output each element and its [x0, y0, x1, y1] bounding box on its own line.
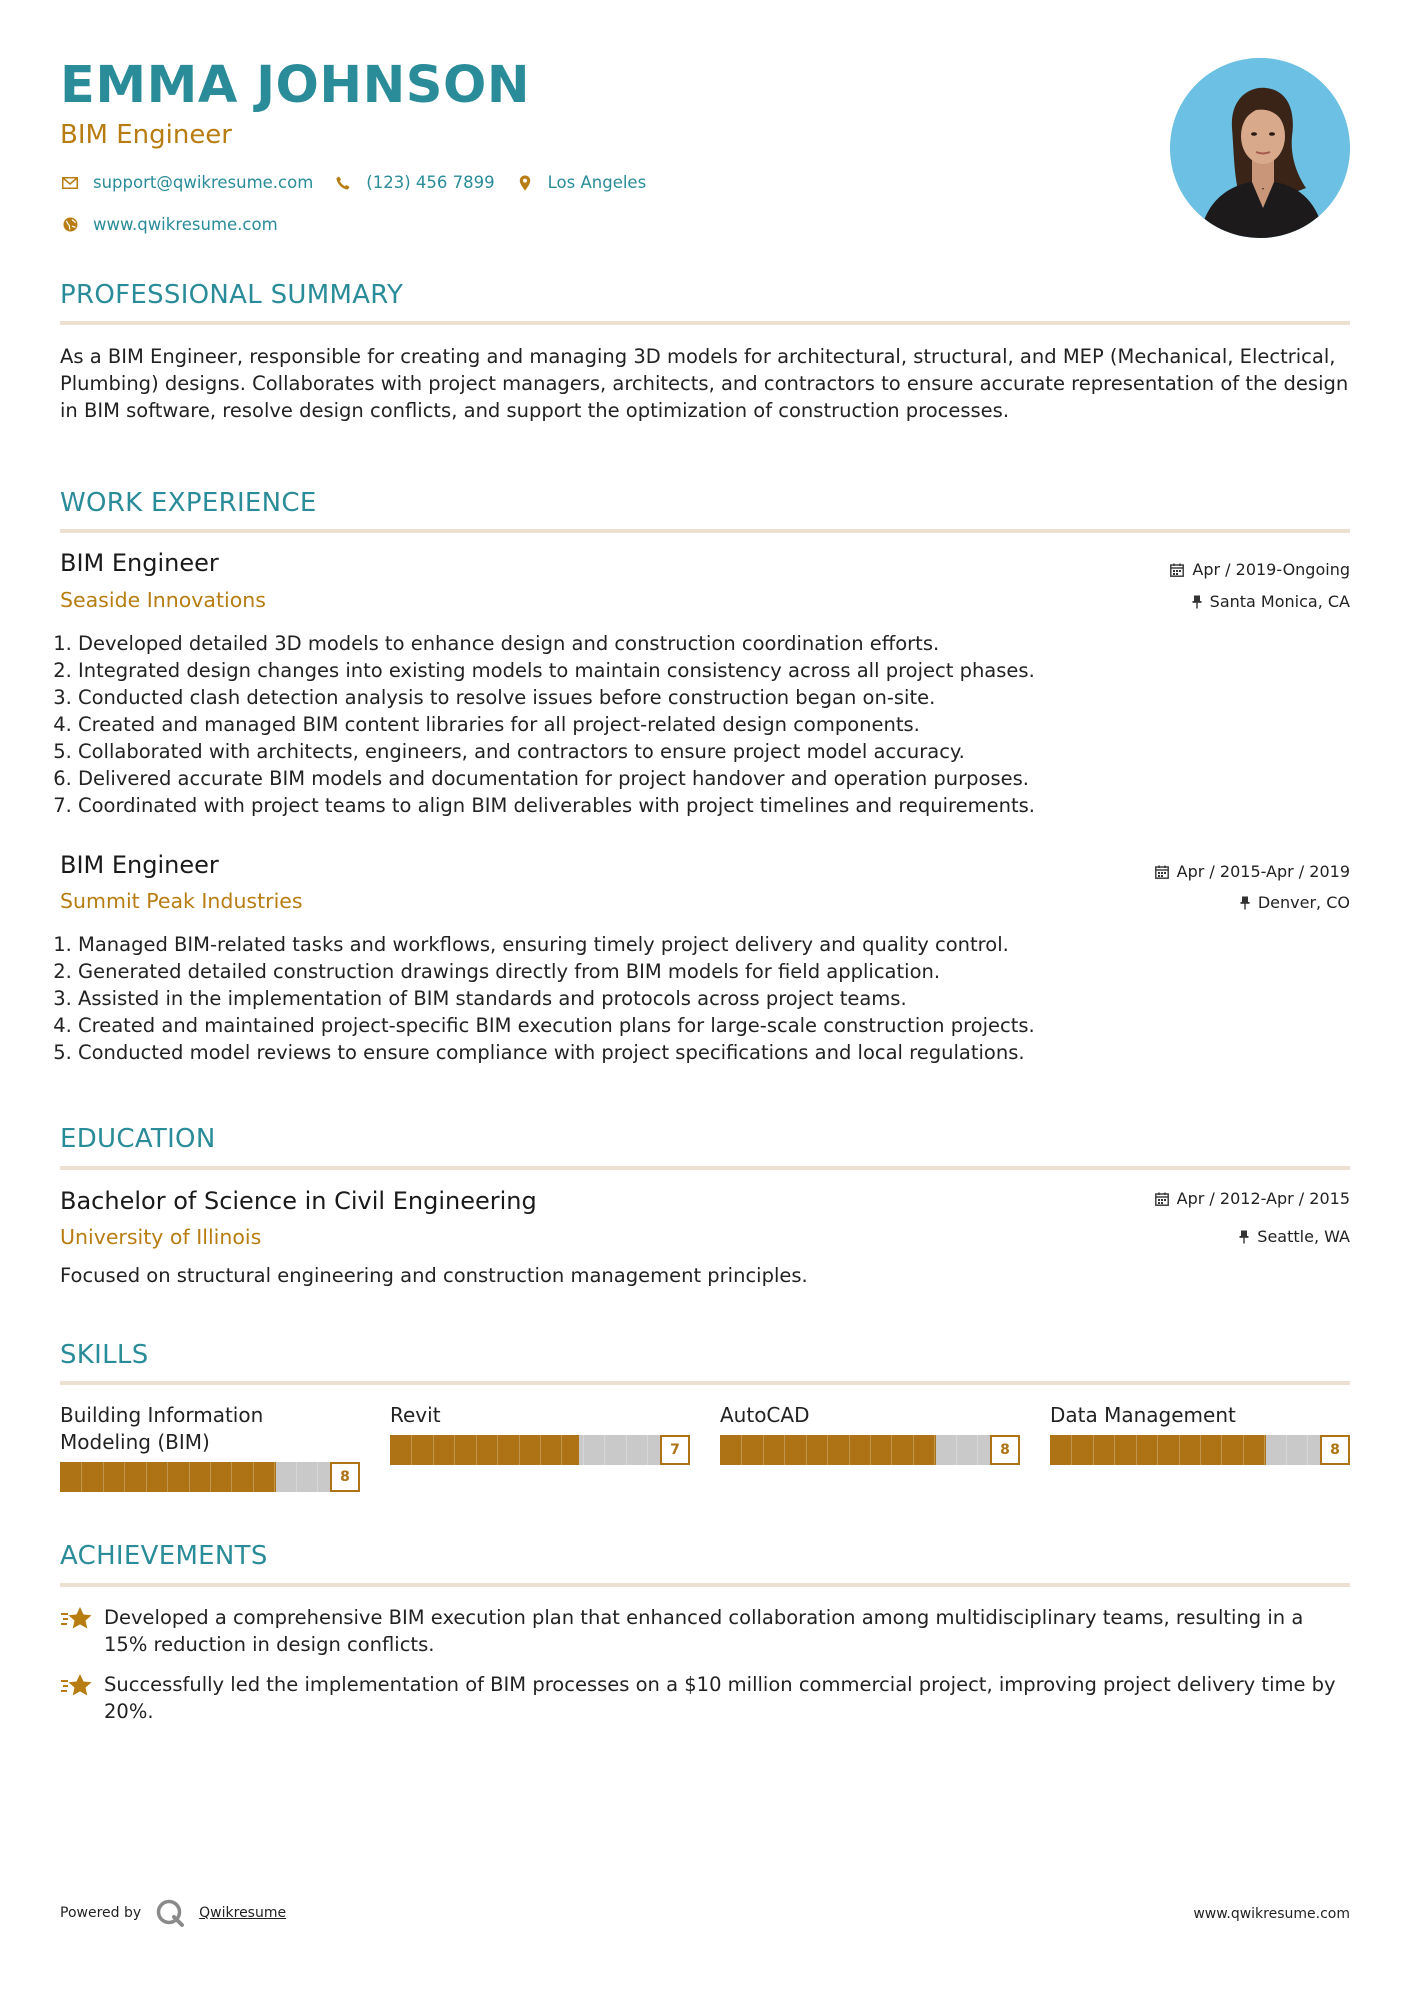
- achievements-divider: [60, 1583, 1350, 1587]
- education-divider: [60, 1166, 1350, 1170]
- skill-item: [390, 1402, 690, 1465]
- pushpin-icon: [1239, 1230, 1249, 1244]
- skill-bar-segment: [231, 1462, 232, 1492]
- skill-bar-segment: [476, 1435, 477, 1465]
- contact-website[interactable]: [60, 215, 278, 234]
- skill-bar-segment: [913, 1435, 914, 1465]
- skill-bar-segment: [1221, 1435, 1222, 1465]
- list-item: 5. Conducted model reviews to ensure compliance with project specifications and local regulations.: [78, 1039, 1338, 1066]
- calendar-icon: [1155, 1192, 1169, 1206]
- achievements-heading: ACHIEVEMENTS: [60, 1541, 268, 1571]
- skill-bar: [60, 1462, 360, 1492]
- candidate-name: EMMA JOHNSON: [60, 56, 531, 115]
- skill-bar-segment: [891, 1435, 892, 1465]
- skill-name: Building Information Modeling (BIM): [60, 1403, 264, 1454]
- achievement-text: Developed a comprehensive BIM execution plan that enhanced collaboration among multidisciplinary teams, resulting in a 15% reduction in design conflicts.: [104, 1606, 1304, 1656]
- list-item: 4. Created and managed BIM content libraries for all project-related design components.: [78, 711, 1338, 738]
- skill-bar-segment: [934, 1435, 935, 1465]
- powered-by-label: Powered by: [60, 1905, 142, 1921]
- list-item: 5. Collaborated with architects, engineers, and contractors to ensure project model accuracy.: [78, 738, 1338, 765]
- skill-name: AutoCAD: [720, 1403, 810, 1427]
- calendar-icon: [1170, 563, 1184, 577]
- skill-bar-segment: [1071, 1435, 1072, 1465]
- star-award-icon: [60, 1606, 94, 1636]
- list-item: 3. Assisted in the implementation of BIM standards and protocols across project teams.: [78, 985, 1338, 1012]
- education-heading: EDUCATION: [60, 1124, 216, 1154]
- list-item: 6. Delivered accurate BIM models and documentation for project handover and operation purposes.: [78, 765, 1338, 792]
- job-location-text: Denver, CO: [1257, 893, 1350, 912]
- skill-bar-segment: [411, 1435, 412, 1465]
- job-dates-text: Apr / 2019-Ongoing: [1192, 560, 1350, 579]
- star-award-icon: [60, 1673, 94, 1703]
- skills-heading: SKILLS: [60, 1340, 149, 1370]
- skill-bar-segment: [561, 1435, 562, 1465]
- achievement-text: Successfully led the implementation of BIM processes on a $10 million commercial project, improving project delivery time by 20%.: [104, 1673, 1336, 1723]
- skill-bar-segment: [253, 1462, 254, 1492]
- skill-bar: [720, 1435, 1020, 1465]
- skill-bar-segment: [519, 1435, 520, 1465]
- job-title: BIM Engineer: [60, 851, 219, 879]
- job-dates-text: Apr / 2015-Apr / 2019: [1176, 862, 1350, 881]
- skill-bar: [390, 1435, 690, 1465]
- skill-bar-fill: [720, 1435, 936, 1465]
- job-bullets: [60, 931, 1338, 1066]
- skill-bar-segment: [210, 1462, 211, 1492]
- skill-bar-segment: [870, 1435, 871, 1465]
- skill-bar-segment: [806, 1435, 807, 1465]
- list-item: 7. Coordinated with project teams to align BIM deliverables with project timelines and requirements.: [78, 792, 1338, 819]
- achievement-item: [60, 1671, 1350, 1725]
- skill-bar-segment: [647, 1435, 648, 1465]
- skill-bar-segment: [784, 1435, 785, 1465]
- contact-phone[interactable]: [333, 173, 494, 192]
- skill-bar-segment: [1243, 1435, 1244, 1465]
- skill-bar-segment: [1157, 1435, 1158, 1465]
- phone-text[interactable]: (123) 456 7899: [366, 173, 495, 192]
- job-location: [1240, 893, 1350, 912]
- list-item: 2. Generated detailed construction drawings directly from BIM models for field application.: [78, 958, 1338, 985]
- skill-bar-fill: [1050, 1435, 1266, 1465]
- calendar-icon: [1155, 865, 1169, 879]
- skill-bar-segment: [433, 1435, 434, 1465]
- contact-location: [515, 173, 647, 192]
- skill-bar-segment: [1286, 1435, 1287, 1465]
- skill-bar-segment: [827, 1435, 828, 1465]
- skill-bar-segment: [977, 1435, 978, 1465]
- qwikresume-link[interactable]: Qwikresume: [199, 1905, 287, 1921]
- skill-bar-fill: [60, 1462, 276, 1492]
- skill-bar-segment: [81, 1462, 82, 1492]
- phone-icon: [333, 176, 353, 190]
- job-company: Seaside Innovations: [60, 588, 266, 612]
- skill-bar-segment: [626, 1435, 627, 1465]
- skill-level-badge: 8: [1320, 1435, 1350, 1465]
- skill-bar-segment: [497, 1435, 498, 1465]
- skill-bar-segment: [317, 1462, 318, 1492]
- list-item: 4. Created and maintained project-specific BIM execution plans for large-scale construction projects.: [78, 1012, 1338, 1039]
- skill-bar-segment: [741, 1435, 742, 1465]
- skill-bar-segment: [1307, 1435, 1308, 1465]
- qwikresume-logo-icon: [155, 1898, 185, 1928]
- skill-bar-segment: [956, 1435, 957, 1465]
- skill-level-badge: 8: [990, 1435, 1020, 1465]
- skill-bar-fill: [390, 1435, 579, 1465]
- education-location: [1239, 1227, 1350, 1246]
- skill-bar-segment: [167, 1462, 168, 1492]
- map-pin-icon: [515, 175, 535, 191]
- footer-website[interactable]: www.qwikresume.com: [1193, 1906, 1350, 1922]
- job-company: Summit Peak Industries: [60, 889, 303, 913]
- skill-bar-segment: [189, 1462, 190, 1492]
- list-item: 3. Conducted clash detection analysis to resolve issues before construction began on-site.: [78, 684, 1338, 711]
- list-item: 1. Developed detailed 3D models to enhance design and construction coordination efforts.: [78, 630, 1338, 657]
- contact-email[interactable]: [60, 173, 313, 192]
- skill-level-badge: 7: [660, 1435, 690, 1465]
- achievement-item: [60, 1604, 1350, 1658]
- skill-bar-segment: [1179, 1435, 1180, 1465]
- skill-level-badge: 8: [330, 1462, 360, 1492]
- summary-heading: PROFESSIONAL SUMMARY: [60, 280, 404, 310]
- skill-bar-segment: [1093, 1435, 1094, 1465]
- skill-bar-segment: [103, 1462, 104, 1492]
- footer-powered-by: [60, 1898, 286, 1928]
- list-item: 2. Integrated design changes into existing models to maintain consistency across all project phases.: [78, 657, 1338, 684]
- skill-bar-segment: [763, 1435, 764, 1465]
- job-location-text: Santa Monica, CA: [1209, 592, 1350, 611]
- profile-photo: [1170, 58, 1350, 238]
- skill-name: Revit: [390, 1403, 441, 1427]
- skill-item: [1050, 1402, 1350, 1465]
- email-text[interactable]: support@qwikresume.com: [93, 173, 314, 192]
- skill-bar-segment: [454, 1435, 455, 1465]
- skill-bar-segment: [146, 1462, 147, 1492]
- summary-divider: [60, 321, 1350, 325]
- location-text: Los Angeles: [547, 173, 647, 192]
- skill-bar-segment: [1264, 1435, 1265, 1465]
- job-dates: [1155, 862, 1350, 881]
- skill-bar-segment: [583, 1435, 584, 1465]
- summary-text: As a BIM Engineer, responsible for creating and managing 3D models for architectural, structural, and MEP (Mechanical, Electrical, Plumbing) designs. Collaborates with project managers, architects, and contractors to ensure accurate representation of the design in BIM software, resolve design conflicts, and support the optimization of construction processes.: [60, 345, 1349, 422]
- skill-item: [720, 1402, 1020, 1465]
- school-name: University of Illinois: [60, 1225, 262, 1249]
- education-location-text: Seattle, WA: [1257, 1227, 1350, 1246]
- job-location: [1192, 592, 1350, 611]
- skill-bar-segment: [604, 1435, 605, 1465]
- job-title: BIM Engineer: [60, 549, 219, 577]
- skills-divider: [60, 1381, 1350, 1385]
- education-description: Focused on structural engineering and construction management principles.: [60, 1264, 808, 1287]
- experience-heading: WORK EXPERIENCE: [60, 488, 317, 518]
- education-dates-text: Apr / 2012-Apr / 2015: [1176, 1189, 1350, 1208]
- candidate-title: BIM Engineer: [60, 120, 232, 150]
- experience-divider: [60, 529, 1350, 533]
- skill-name: Data Management: [1050, 1403, 1236, 1427]
- website-text[interactable]: www.qwikresume.com: [93, 215, 278, 234]
- skill-bar-segment: [1114, 1435, 1115, 1465]
- website-row: [60, 215, 298, 234]
- skill-bar-segment: [1200, 1435, 1201, 1465]
- pushpin-icon: [1240, 896, 1250, 910]
- skill-bar-segment: [124, 1462, 125, 1492]
- list-item: 1. Managed BIM-related tasks and workflows, ensuring timely project delivery and quality control.: [78, 931, 1338, 958]
- skill-bar-segment: [849, 1435, 850, 1465]
- skill-bar-segment: [540, 1435, 541, 1465]
- education-dates: [1155, 1189, 1350, 1208]
- job-bullets: [60, 630, 1338, 819]
- envelope-icon: [60, 177, 80, 189]
- contact-row: [60, 173, 666, 192]
- job-dates: [1170, 560, 1350, 579]
- degree-title: Bachelor of Science in Civil Engineering: [60, 1187, 537, 1215]
- skill-item: [60, 1402, 360, 1492]
- globe-icon: [60, 217, 80, 232]
- skill-bar-segment: [274, 1462, 275, 1492]
- skill-bar-segment: [1136, 1435, 1137, 1465]
- skill-bar-segment: [296, 1462, 297, 1492]
- skill-bar: [1050, 1435, 1350, 1465]
- pushpin-icon: [1192, 595, 1202, 609]
